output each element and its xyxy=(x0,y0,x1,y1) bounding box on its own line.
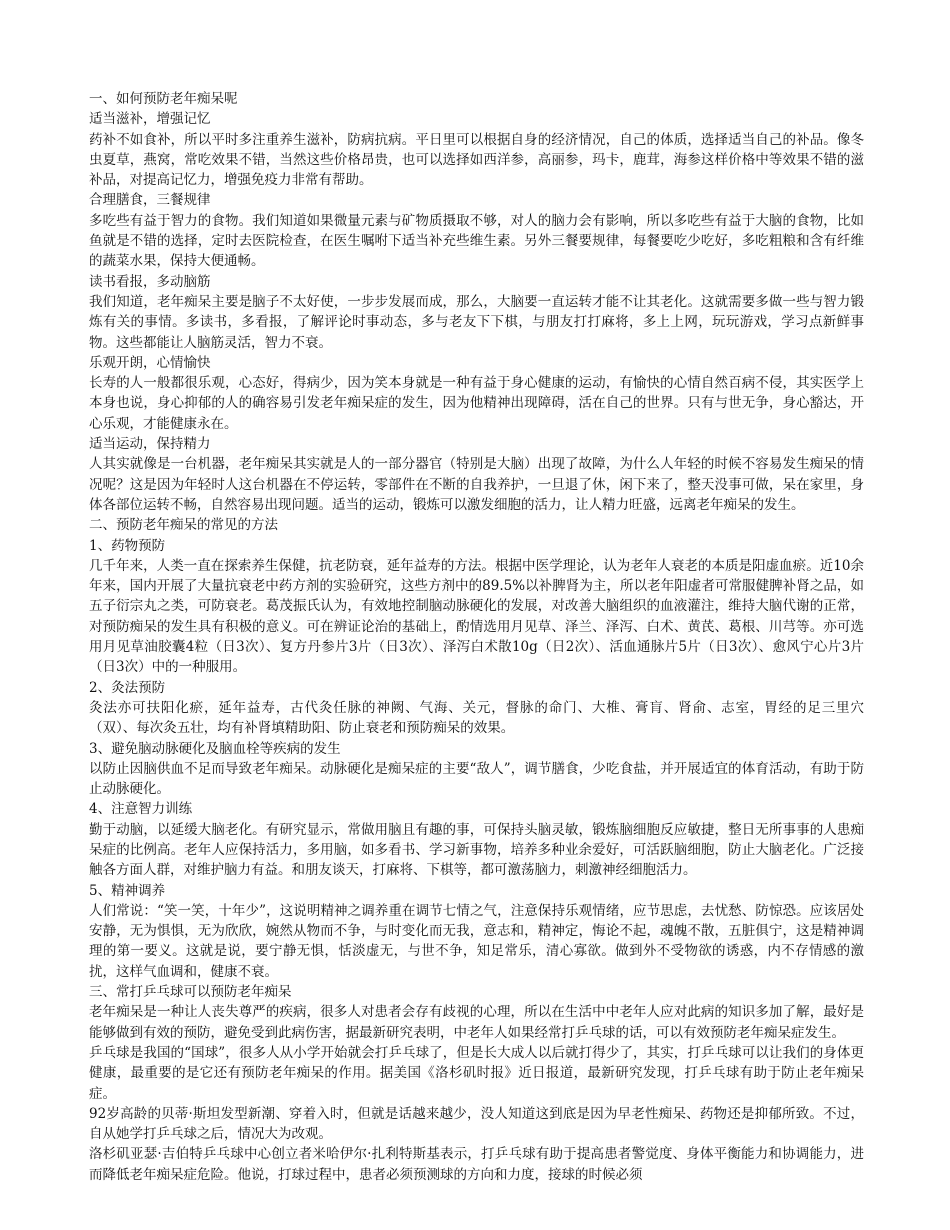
body-paragraph: 老年痴呆是一种让人丧失尊严的疾病，很多人对患者会存有歧视的心理，所以在生活中中老年人应对此病的知识多加了解，最好是能够做到有效的预防，避免受到此病伤害，据最新研究表明，中老年人如果经常打乒乓球的话，可以有效预防老年痴呆症发生。 xyxy=(89,1004,864,1041)
subsection-heading: 乐观开朗，心情愉快 xyxy=(89,354,211,371)
body-paragraph: 勤于动脑，以延缓大脑老化。有研究显示，常做用脑且有趣的事，可保持头脑灵敏，锻炼脑细胞反应敏捷，整日无所事事的人患痴呆症的比例高。老年人应保持活力，多用脑，如多看书、学习新事物，培养多种业余爱好，可活跃脑细胞，防止大脑老化。广泛接触各方面人群，对维护脑力有益。和朋友谈天，打麻将、下棋等，都可激荡脑力，刺激神经细胞活力。 xyxy=(89,821,864,879)
subsection-heading: 5、精神调养 xyxy=(89,882,166,899)
body-paragraph: 人其实就像是一台机器，老年痴呆其实就是人的一部分器官（特别是大脑）出现了故障，为什么人年轻的时候不容易发生痴呆的情况呢？这是因为年轻时人这台机器在不停运转，零部件在不断的自我养护，一旦退了休，闲下来了，整天没事可做，呆在家里，身体各部位运转不畅，自然容易出现问题。适当的运动，锻炼可以激发细胞的活力，让人精力旺盛，远离老年痴呆的发生。 xyxy=(89,456,864,513)
body-paragraph: 药补不如食补，所以平时多注重养生滋补，防病抗病。平日里可以根据自身的经济情况，自己的体质，选择适当自己的补品。像冬虫夏草，燕窝，常吃效果不错，当然这些价格昂贵，也可以选择如西洋参，高丽参，玛卡，鹿茸，海参这样价格中等效果不错的滋补品，对提高记忆力，增强免疫力非常有帮助。 xyxy=(89,131,864,189)
body-paragraph: 灸法亦可扶阳化瘀，延年益寿，古代灸任脉的神阙、气海、关元，督脉的命门、大椎、膏肓、肾俞、志室，胃经的足三里穴（双）、每次灸五壮，均有补肾填精助阳、防止衰老和预防痴呆的效果。 xyxy=(89,699,864,737)
subsection-heading: 1、药物预防 xyxy=(89,537,166,554)
subsection-heading: 3、避免脑动脉硬化及脑血栓等疾病的发生 xyxy=(89,740,341,757)
subsection-heading: 读书看报，多动脑筋 xyxy=(89,273,211,290)
subsection-heading: 合理膳食，三餐规律 xyxy=(89,192,211,209)
body-paragraph: 人们常说：“笑一笑，十年少”，这说明精神之调养重在调节七情之气，注意保持乐观情绪，应节思虑，去忧愁、防惊恐。应该居处安静，无为惧惧，无为欣欣，婉然从物而不争，与时变化而无我，意志和，精神定，悔论不起，魂魄不散，五脏俱宁，这是精神调理的第一要义。这就是说，要宁静无惧，恬淡虚无，与世不争，知足常乐，清心寡欲。做到外不受物欲的诱惑，内不存情感的激扰，这样气血调和，健康不衰。 xyxy=(89,902,864,980)
subsection-heading: 4、注意智力训练 xyxy=(89,801,193,818)
document-page xyxy=(89,89,864,1185)
body-paragraph: 以防止因脑供血不足而导致老年痴呆。动脉硬化是痴呆症的主要“敌人”，调节膳食，少吃食盐，并开展适宜的体育活动，有助于防止动脉硬化。 xyxy=(89,760,864,798)
section-heading: 一、如何预防老年痴呆呢 xyxy=(89,91,238,107)
body-paragraph: 多吃些有益于智力的食物。我们知道如果微量元素与矿物质摄取不够，对人的脑力会有影响，所以多吃些有益于大脑的食物，比如鱼就是不错的选择，定时去医院检查，在医生嘱咐下适当补充些维生素。另外三餐要规律，每餐要吃少吃好，多吃粗粮和含有纤维的蔬菜水果，保持大便通畅。 xyxy=(89,212,864,270)
body-paragraph: 几千年来，人类一直在探索养生保健，抗老防衰，延年益寿的方法。根据中医学理论，认为老年人衰老的本质是阳虚血瘀。近10余年来，国内开展了大量抗衰老中药方剂的实验研究，这些方剂中的89.5%以补脾肾为主，所以老年阳虚者可常服健脾补肾之品，如五子衍宗丸之类，可防衰老。葛茂振氏认为，有效地控制脑动脉硬化的发展，对改善大脑组织的血液灌注，维持大脑代谢的正常，对预防痴呆的发生具有积极的意义。可在辨证论治的基础上，酌情选用月见草、泽兰、泽泻、白术、黄芪、葛根、川芎等。亦可选用月见草油胶囊4粒（日3次）、复方丹参片3片（日3次）、泽泻白术散10g（日2次）、活血通脉片5片（日3次）、愈风宁心片3片（日3次）中的一种服用。 xyxy=(89,557,864,676)
subsection-heading: 适当运动，保持精力 xyxy=(89,436,211,453)
subsection-heading: 适当滋补，增强记忆 xyxy=(89,111,211,128)
body-paragraph: 长寿的人一般都很乐观，心态好，得病少，因为笑本身就是一种有益于身心健康的运动，有愉快的心情自然百病不侵，其实医学上本身也说，身心抑郁的人的确容易引发老年痴呆症的发生，因为他精神出现障碍，活在自己的世界。只有与世无争，身心豁达，开心乐观，才能健康永在。 xyxy=(89,375,864,432)
body-paragraph: 我们知道，老年痴呆主要是脑子不太好使，一步步发展而成，那么，大脑要一直运转才能不让其老化。这就需要多做一些与智力锻炼有关的事情。多读书，多看报，了解评论时事动态，多与老友下下棋，与朋友打打麻将，多上上网，玩玩游戏，学习点新鲜事物。这些都能让人脑筋灵活，智力不衰。 xyxy=(89,293,864,351)
section-heading: 三、常打乒乓球可以预防老年痴呆 xyxy=(89,984,292,1001)
section-heading: 二、预防老年痴呆的常见的方法 xyxy=(89,517,278,534)
body-paragraph: 92岁高龄的贝蒂·斯坦发型新潮、穿着入时，但就是话越来越少，没人知道这到底是因为早老性痴呆、药物还是抑郁所致。不过，自从她学打乒乓球之后，情况大为改观。 xyxy=(89,1105,864,1143)
body-paragraph: 乒乓球是我国的“国球”，很多人从小学开始就会打乒乓球了，但是长大成人以后就打得少了，其实，打乒乓球可以让我们的身体更健康，最重要的是它还有预防老年痴呆的作用。据美国《洛杉矶时报》近日报道，最新研究发现，打乒乓球有助于防止老年痴呆症。 xyxy=(89,1044,864,1102)
body-paragraph: 洛杉矶亚瑟·吉伯特乒乓球中心创立者米哈伊尔·扎利特斯基表示，打乒乓球有助于提高患者警觉度、身体平衡能力和协调能力，进而降低老年痴呆症危险。他说，打球过程中，患者必须预测球的方向和力度，接球的时候必须 xyxy=(89,1146,864,1183)
subsection-heading: 2、灸法预防 xyxy=(89,679,166,696)
